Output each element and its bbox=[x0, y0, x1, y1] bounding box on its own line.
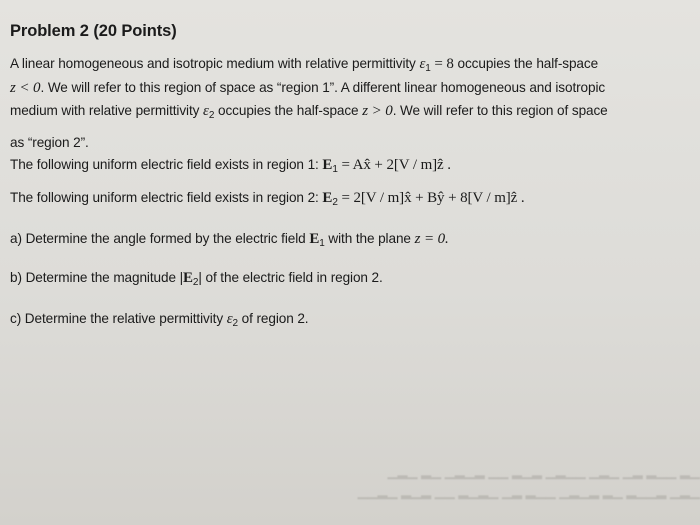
equation-z-negative: z < 0 bbox=[10, 80, 41, 96]
subscript-1: 1 bbox=[425, 63, 431, 74]
problem-title: Problem 2 (20 Points) bbox=[10, 22, 177, 40]
region1-field-line bbox=[10, 157, 451, 175]
paragraph-text: occupies the half-space bbox=[218, 103, 359, 118]
region2-field-equation: = 2[V / m]x̂ + Bŷ + 8[V / m]ẑ . bbox=[341, 190, 525, 206]
paragraph-text: . We will refer to this region of space bbox=[392, 103, 608, 118]
paragraph-line-3 bbox=[10, 103, 608, 121]
equation-eps1: = 8 bbox=[434, 56, 454, 72]
subscript-2: 2 bbox=[232, 318, 238, 329]
region2-field-line bbox=[10, 190, 525, 208]
field-vector-symbol: E bbox=[183, 270, 193, 286]
paragraph-line-2 bbox=[10, 80, 605, 97]
epsilon-symbol: ε bbox=[226, 311, 233, 327]
epsilon-symbol: ε bbox=[419, 56, 426, 72]
bleed-through-line: ▁▂▁ ▂▁▁▂ ▁▂ ▂▁▂▁ ▁▁▂ ▂▁ ▁▂▁▂ ▁▁ ▂▁▂ ▁▂▁▁ bbox=[357, 484, 700, 499]
paragraph-text: . We will refer to this region of space as “region 1”. A different linear homogeneous and isotropic bbox=[40, 80, 606, 95]
subscript-2: 2 bbox=[208, 110, 215, 121]
paragraph-text: occupies the half-space bbox=[457, 56, 599, 71]
question-a-text: a) Determine the angle formed by the electric field bbox=[10, 231, 306, 246]
subscript-1: 1 bbox=[319, 238, 325, 249]
subscript-1: 1 bbox=[332, 164, 338, 175]
field-vector-symbol: E bbox=[322, 157, 333, 173]
question-b-text: | of the electric field in region 2. bbox=[198, 270, 383, 285]
equation-plane: z = 0. bbox=[414, 231, 449, 247]
paragraph-text: as “region 2”. bbox=[10, 135, 89, 150]
bleed-through-line: ▁▂ ▁▁▂ ▂▁ ▁▂▁ ▁▁▂▁ ▂▁▂ ▁▁ ▂▁▂▁ ▁▂ ▁▂▁ bbox=[387, 464, 700, 479]
region1-field-equation: = Ax̂ + 2[V / m]ẑ . bbox=[341, 157, 451, 173]
paragraph-text: A linear homogeneous and isotropic medium with relative permittivity bbox=[10, 56, 416, 71]
question-a-text: with the plane bbox=[328, 231, 411, 246]
question-c bbox=[10, 311, 309, 329]
region2-text: The following uniform electric field exists in region 2: bbox=[10, 190, 319, 205]
question-c-text: c) Determine the relative permittivity bbox=[10, 311, 224, 326]
paragraph-line-4 bbox=[10, 135, 89, 150]
subscript-2: 2 bbox=[332, 197, 338, 208]
paragraph-line-1 bbox=[10, 56, 598, 74]
equation-z-positive: z > 0 bbox=[362, 103, 393, 119]
question-b-text: b) Determine the magnitude | bbox=[10, 270, 184, 285]
epsilon-symbol: ε bbox=[203, 103, 209, 119]
subscript-2: 2 bbox=[192, 277, 199, 288]
region1-text: The following uniform electric field exists in region 1: bbox=[10, 157, 319, 172]
question-a bbox=[10, 231, 449, 249]
question-b bbox=[10, 270, 383, 288]
paragraph-text: medium with relative permittivity bbox=[10, 103, 200, 118]
field-vector-symbol: E bbox=[309, 231, 320, 247]
field-vector-symbol: E bbox=[322, 190, 333, 206]
question-c-text: of region 2. bbox=[241, 311, 309, 326]
